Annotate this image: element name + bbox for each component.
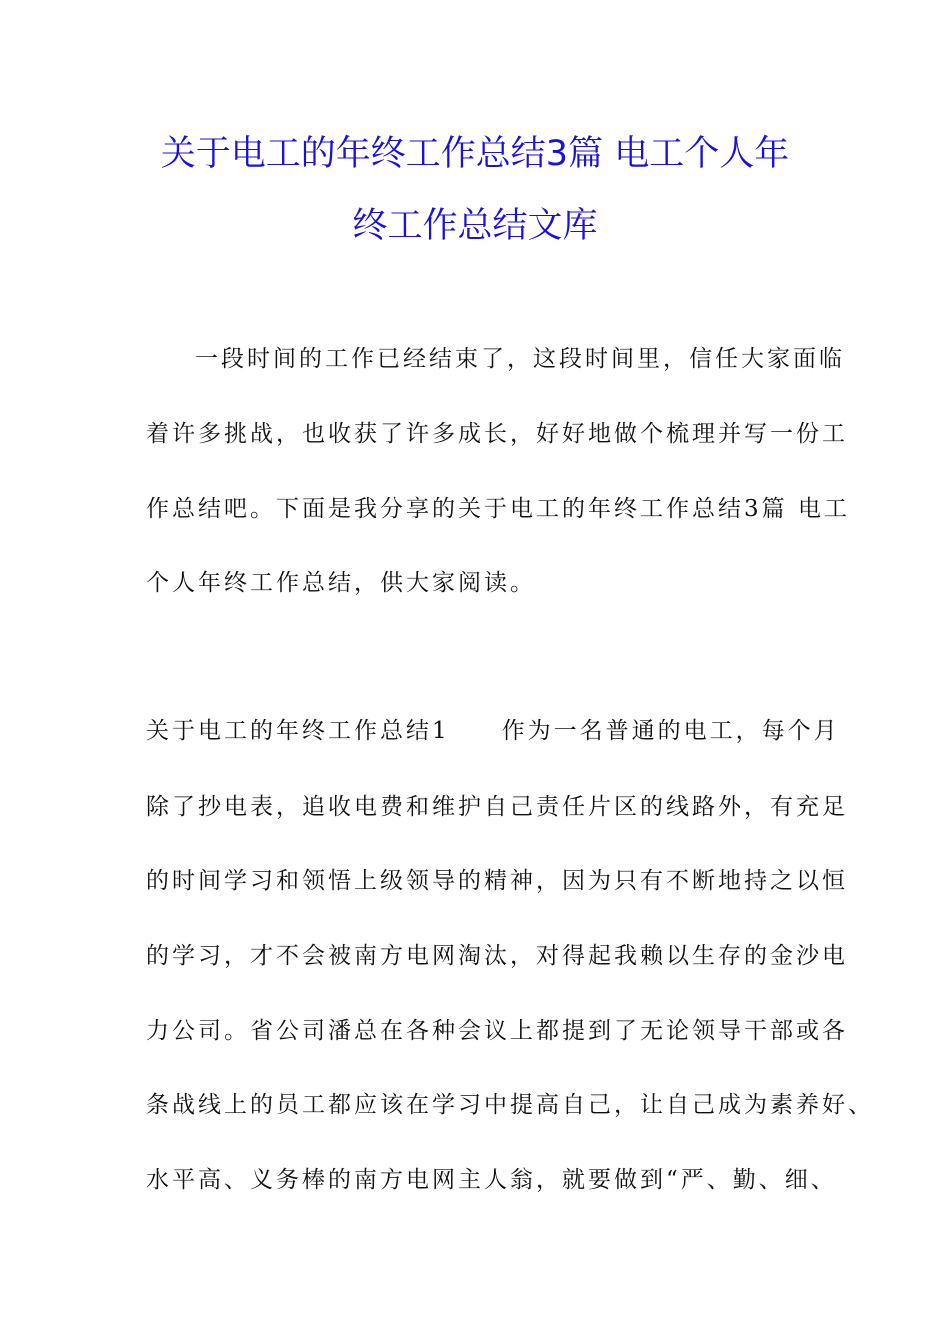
- section-1-first-text: 作为一名普通的电工，每个月: [501, 718, 840, 744]
- document-title-line-2: 终工作总结文库: [352, 206, 598, 246]
- section-1-paragraph-line: 力公司。省公司潘总在各种会议上都提到了无论领导干部或各: [146, 1018, 848, 1044]
- document-title-line-1: 关于电工的年终工作总结3篇 电工个人年: [160, 134, 790, 174]
- intro-paragraph-line: 个人年终工作总结，供大家阅读。: [146, 570, 536, 596]
- section-1-paragraph-line: 除了抄电表，追收电费和维护自己责任片区的线路外，有充足: [146, 794, 848, 820]
- section-1-paragraph-line: 的时间学习和领悟上级领导的精神，因为只有不断地持之以恒: [146, 868, 848, 894]
- section-1-paragraph-line: 水平高、义务棒的南方电网主人翁，就要做到“严、勤、细、: [146, 1167, 837, 1193]
- section-1-paragraph-line: 的学习，才不会被南方电网淘汰，对得起我赖以生存的金沙电: [146, 943, 848, 969]
- section-1-heading: 关于电工的年终工作总结1: [146, 718, 450, 744]
- intro-paragraph-line: 着许多挑战，也收获了许多成长，好好地做个梳理并写一份工: [146, 421, 848, 447]
- section-1-first-line: [146, 716, 840, 746]
- intro-paragraph-line: 一段时间的工作已经结束了，这段时间里，信任大家面临: [195, 346, 845, 372]
- section-1-paragraph-line: 条战线上的员工都应该在学习中提高自己，让自己成为素养好、: [146, 1092, 874, 1118]
- intro-paragraph-line: 作总结吧。下面是我分享的关于电工的年终工作总结3篇 电工: [146, 496, 850, 522]
